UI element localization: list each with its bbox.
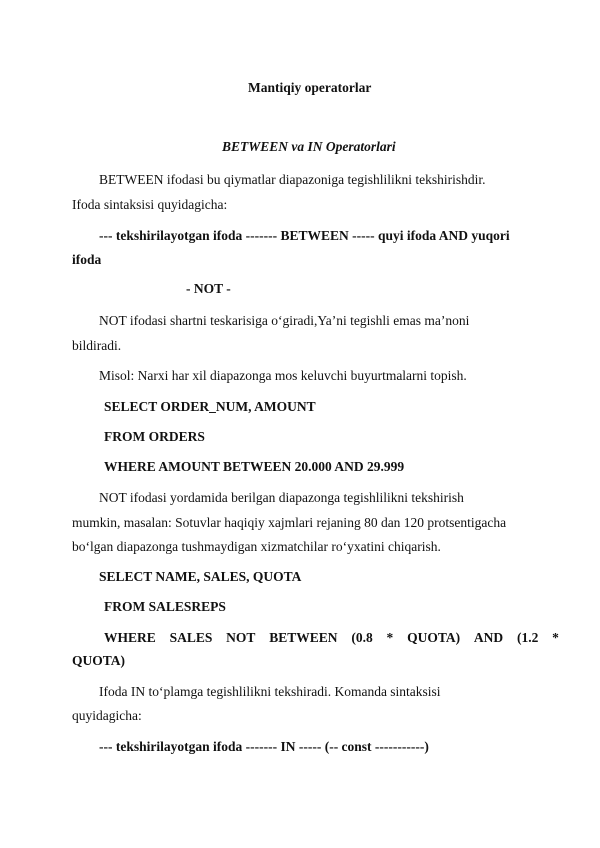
- not-marker: - NOT -: [186, 281, 231, 296]
- where-token: *: [552, 630, 559, 645]
- between-desc-line2: Ifoda sintaksisi quyidagicha:: [72, 197, 228, 212]
- where-token: NOT: [226, 630, 256, 645]
- not-example-line1: NOT ifodasi yordamida berilgan diapazonga tegishlilikni tekshirish: [99, 490, 464, 505]
- in-syntax-line: --- tekshirilayotgan ifoda ------- IN ----- (-- const -----------): [99, 739, 429, 754]
- between-syntax-line1: --- tekshirilayotgan ifoda ------- BETWEEN ----- quyi ifoda AND yuqori: [99, 228, 510, 243]
- in-desc-line1: Ifoda IN to‘plamga tegishlilikni tekshiradi. Komanda sintaksisi: [99, 684, 441, 699]
- example2-sql-line1: SELECT NAME, SALES, QUOTA: [99, 569, 302, 584]
- where-token: *: [386, 630, 394, 645]
- example1-sql-line3: WHERE AMOUNT BETWEEN 20.000 AND 29.999: [104, 459, 405, 474]
- example2-sql-line2: FROM SALESREPS: [104, 599, 226, 614]
- example1-sql-line2: FROM ORDERS: [104, 429, 205, 444]
- page-title: Mantiqiy operatorlar: [248, 80, 372, 95]
- not-desc-line2: bildiradi.: [72, 338, 122, 353]
- example1-intro: Misol: Narxi har xil diapazonga mos keluvchi buyurtmalarni topish.: [99, 368, 467, 383]
- not-example-line3: bo‘lgan diapazonga tushmaydigan xizmatchilar ro‘yxatini chiqarish.: [72, 539, 441, 554]
- example2-where-line: [104, 629, 559, 647]
- example2-where-cont: QUOTA): [72, 653, 125, 668]
- between-syntax-line2: ifoda: [72, 252, 102, 267]
- where-token: AND: [473, 630, 504, 645]
- where-token: (1.2: [516, 630, 539, 645]
- section-heading: BETWEEN va IN Operatorlari: [222, 139, 396, 154]
- where-token: WHERE: [104, 630, 156, 645]
- in-desc-line2: quyidagicha:: [72, 708, 142, 723]
- where-token: (0.8: [351, 630, 373, 645]
- where-token: QUOTA): [407, 630, 461, 645]
- example1-sql-line1: SELECT ORDER_NUM, AMOUNT: [104, 399, 316, 414]
- not-desc-line1: NOT ifodasi shartni teskarisiga o‘giradi,Ya’ni tegishli emas ma’noni: [99, 313, 470, 328]
- where-token: SALES: [169, 630, 213, 645]
- not-example-line2: mumkin, masalan: Sotuvlar haqiqiy xajmlari rejaning 80 dan 120 protsentigacha: [72, 515, 507, 530]
- between-desc-line1: BETWEEN ifodasi bu qiymatlar diapazoniga tegishlilikni tekshirishdir.: [99, 172, 486, 187]
- where-token: BETWEEN: [269, 630, 338, 645]
